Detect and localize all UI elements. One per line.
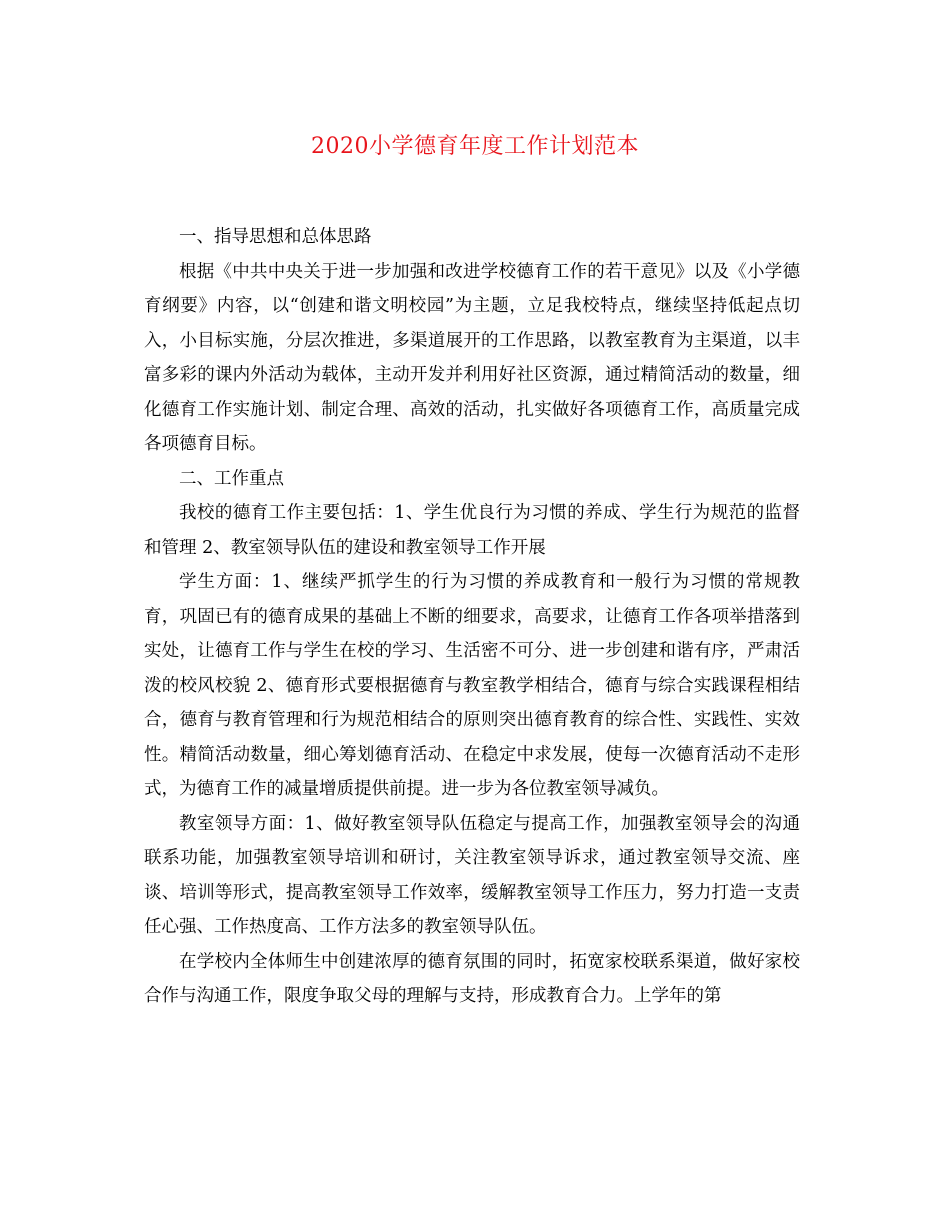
- paragraph-students: 学生方面：1、继续严抓学生的行为习惯的养成教育和一般行为习惯的常规教育，巩固已有的德育成果的基础上不断的细要求，高要求，让德育工作各项举措落到实处，让德育工作与学生在校的学习、生活密不可分、进一步创建和谐有序，严肃活泼的校风校貌 2、德育形式要根据德育与教室教学相结合，德育与综合实践课程相结合，德育与教育管理和行为规范相结合的原则突出德育教育的综合性、实践性、实效性。精简活动数量，细心筹划德育活动、在稳定中求发展，使每一次德育活动不走形式，为德育工作的减量增质提供前提。进一步为各位教室领导减负。: [144, 572, 800, 799]
- section-heading-2: 二、工作重点: [179, 468, 284, 489]
- document-title: 2020小学德育年度工作计划范本: [311, 134, 639, 159]
- paragraph-home-school: 在学校内全体师生中创建浓厚的德育氛围的同时，拓宽家校联系渠道，做好家校合作与沟通工作，限度争取父母的理解与支持，形成教育合力。上学年的第: [144, 951, 800, 1006]
- section-heading-1: 一、指导思想和总体思路: [179, 227, 372, 247]
- document-body: [144, 220, 800, 1014]
- paragraph-work-focus: 我校的德育工作主要包括：1、学生优良行为习惯的养成、学生行为规范的监督和管理 2、教室领导队伍的建设和教室领导工作开展: [144, 503, 800, 558]
- paragraph-guiding-ideology: 根据《中共中央关于进一步加强和改进学校德育工作的若干意见》以及《小学德育纲要》内容，以“创建和谐文明校园”为主题，立足我校特点，继续坚持低起点切入，小目标实施，分层次推进，多渠道展开的工作思路，以教室教育为主渠道，以丰富多彩的课内外活动为载体，主动开发并利用好社区资源，通过精简活动的数量，细化德育工作实施计划、制定合理、高效的活动，扎实做好各项德育工作，高质量完成各项德育目标。: [144, 261, 800, 454]
- paragraph-class-leaders: 教室领导方面：1、做好教室领导队伍稳定与提高工作，加强教室领导会的沟通联系功能，加强教室领导培训和研讨，关注教室领导诉求，通过教室领导交流、座谈、培训等形式，提高教室领导工作效率，缓解教室领导工作压力，努力打造一支责任心强、工作热度高、工作方法多的教室领导队伍。: [144, 813, 800, 937]
